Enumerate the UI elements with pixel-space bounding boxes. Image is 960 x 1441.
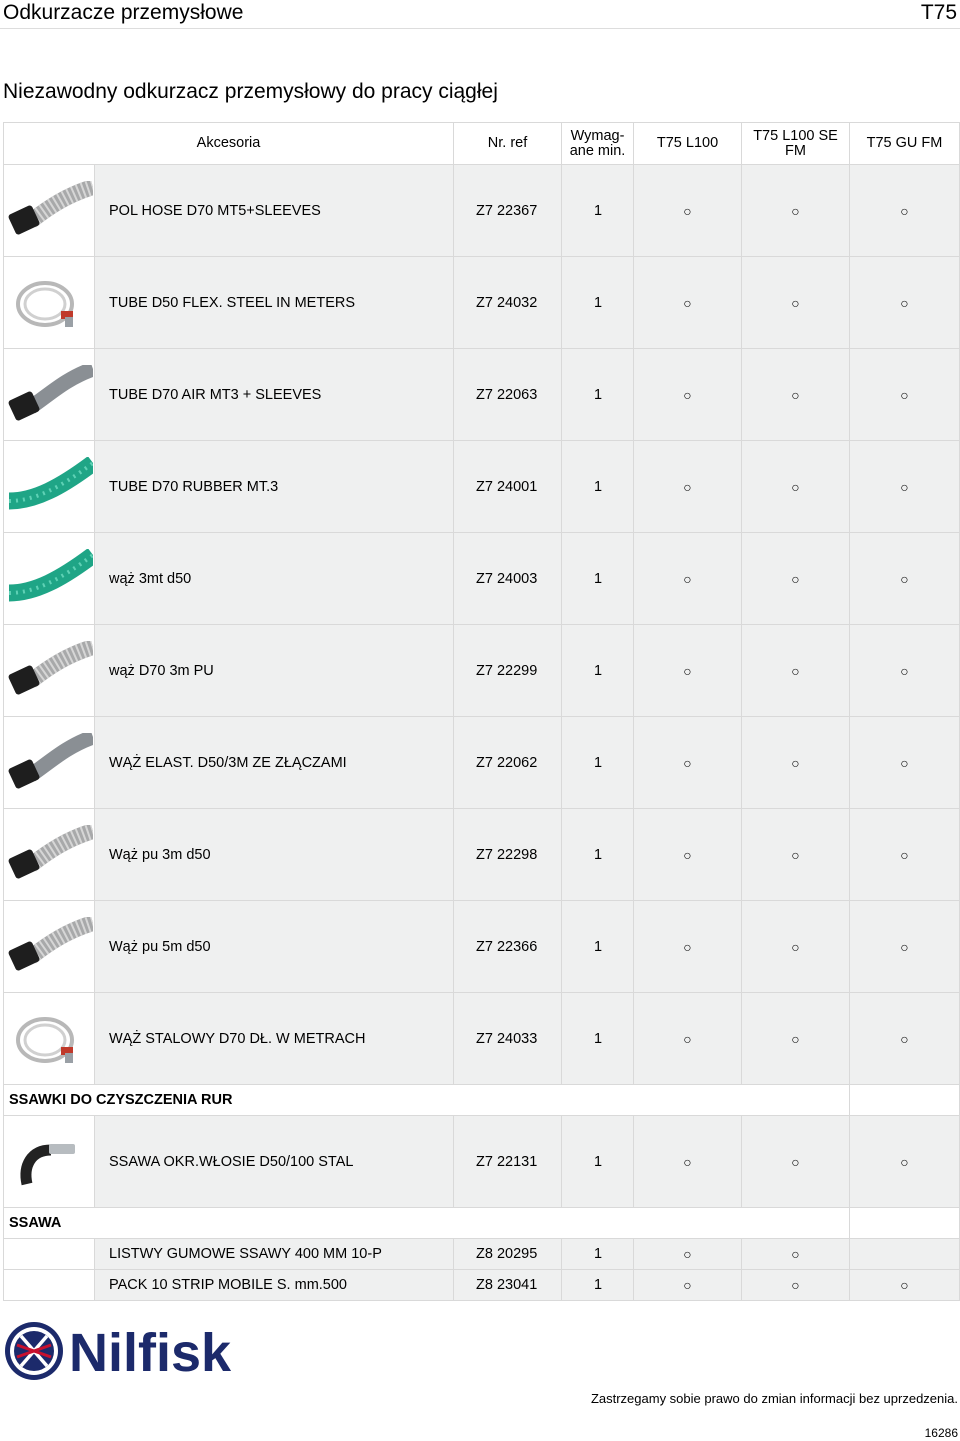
compat-mark: ○ bbox=[742, 993, 850, 1085]
model-name: T75 bbox=[920, 1, 957, 24]
compat-mark: ○ bbox=[850, 717, 960, 809]
product-ref: Z7 22062 bbox=[454, 717, 562, 809]
table-header-row bbox=[4, 123, 960, 165]
compat-mark: ○ bbox=[634, 165, 742, 257]
product-image bbox=[4, 809, 95, 901]
product-name: TUBE D70 AIR MT3 + SLEEVES bbox=[95, 349, 454, 441]
se-fm-line1: T75 L100 SE bbox=[753, 127, 838, 144]
steel-hose-icon bbox=[5, 1009, 93, 1069]
compat-mark: ○ bbox=[742, 533, 850, 625]
compat-mark: ○ bbox=[742, 809, 850, 901]
product-ref: Z7 22131 bbox=[454, 1116, 562, 1208]
section-header-row bbox=[4, 1208, 960, 1239]
product-image bbox=[4, 165, 95, 257]
compat-mark: ○ bbox=[634, 717, 742, 809]
grey-hose-icon bbox=[5, 365, 93, 425]
table-body bbox=[4, 165, 960, 1301]
product-name: LISTWY GUMOWE SSAWY 400 MM 10-P bbox=[95, 1239, 454, 1270]
compat-mark: ○ bbox=[634, 1239, 742, 1270]
compat-mark: ○ bbox=[634, 533, 742, 625]
product-name: wąż D70 3m PU bbox=[95, 625, 454, 717]
product-ref: Z7 24001 bbox=[454, 441, 562, 533]
compat-mark: ○ bbox=[634, 441, 742, 533]
col-header-t75-l100: T75 L100 bbox=[634, 123, 742, 165]
compat-mark: ○ bbox=[742, 1239, 850, 1270]
compat-mark: ○ bbox=[742, 165, 850, 257]
section-blank bbox=[850, 1208, 960, 1239]
compat-mark: ○ bbox=[850, 809, 960, 901]
product-min-qty: 1 bbox=[562, 1239, 634, 1270]
compat-mark: ○ bbox=[634, 901, 742, 993]
table-row bbox=[4, 1116, 960, 1208]
product-ref: Z7 22299 bbox=[454, 625, 562, 717]
product-ref: Z7 22366 bbox=[454, 901, 562, 993]
product-min-qty: 1 bbox=[562, 349, 634, 441]
table-row bbox=[4, 533, 960, 625]
compat-mark: ○ bbox=[850, 625, 960, 717]
section-title: SSAWA bbox=[4, 1208, 850, 1239]
product-ref: Z7 22063 bbox=[454, 349, 562, 441]
section-header-row bbox=[4, 1085, 960, 1116]
product-image bbox=[4, 533, 95, 625]
compat-mark: ○ bbox=[742, 1116, 850, 1208]
product-image bbox=[4, 349, 95, 441]
compat-mark: ○ bbox=[742, 717, 850, 809]
product-min-qty: 1 bbox=[562, 901, 634, 993]
compat-mark: ○ bbox=[850, 533, 960, 625]
product-min-qty: 1 bbox=[562, 625, 634, 717]
table-row bbox=[4, 1270, 960, 1301]
compat-mark: ○ bbox=[634, 809, 742, 901]
product-name: TUBE D70 RUBBER MT.3 bbox=[95, 441, 454, 533]
spiral-hose-icon bbox=[5, 181, 93, 241]
product-name: wąż 3mt d50 bbox=[95, 533, 454, 625]
product-ref: Z7 22367 bbox=[454, 165, 562, 257]
compat-mark: ○ bbox=[634, 257, 742, 349]
product-name: Wąż pu 3m d50 bbox=[95, 809, 454, 901]
disclaimer-text: Zastrzegamy sobie prawo do zmian informacji bez uprzedzenia. bbox=[590, 1391, 958, 1406]
product-name: Wąż pu 5m d50 bbox=[95, 901, 454, 993]
page-subtitle: Niezawodny odkurzacz przemysłowy do pracy ciągłej bbox=[3, 80, 498, 103]
table-row bbox=[4, 257, 960, 349]
product-ref: Z7 24003 bbox=[454, 533, 562, 625]
product-min-qty: 1 bbox=[562, 1270, 634, 1301]
product-image bbox=[4, 1116, 95, 1208]
document-category: Odkurzacze przemysłowe bbox=[3, 1, 244, 24]
product-name: SSAWA OKR.WŁOSIE D50/100 STAL bbox=[95, 1116, 454, 1208]
product-image bbox=[4, 717, 95, 809]
product-name: TUBE D50 FLEX. STEEL IN METERS bbox=[95, 257, 454, 349]
product-min-qty: 1 bbox=[562, 993, 634, 1085]
col-header-t75-l100-se-fm bbox=[742, 123, 850, 165]
compat-mark: ○ bbox=[742, 901, 850, 993]
product-min-qty: 1 bbox=[562, 257, 634, 349]
document-number: 16286 bbox=[924, 1426, 958, 1440]
nilfisk-logo bbox=[3, 1320, 313, 1382]
green-hose-icon bbox=[5, 549, 93, 609]
compat-mark: ○ bbox=[634, 625, 742, 717]
compat-mark: ○ bbox=[850, 1270, 960, 1301]
product-name: WĄŻ ELAST. D50/3M ZE ZŁĄCZAMI bbox=[95, 717, 454, 809]
logo-wordmark: Nilfisk bbox=[69, 1323, 232, 1382]
table-row bbox=[4, 625, 960, 717]
product-name: WĄŻ STALOWY D70 DŁ. W METRACH bbox=[95, 993, 454, 1085]
section-blank bbox=[850, 1085, 960, 1116]
section-title: SSAWKI DO CZYSZCZENIA RUR bbox=[4, 1085, 850, 1116]
product-image bbox=[4, 625, 95, 717]
product-image bbox=[4, 257, 95, 349]
steel-hose-icon bbox=[5, 273, 93, 333]
empty-image-cell bbox=[4, 1270, 95, 1301]
product-ref: Z7 24032 bbox=[454, 257, 562, 349]
grey-hose-icon bbox=[5, 733, 93, 793]
min-qty-line1: Wymag- bbox=[570, 127, 625, 144]
compat-mark: ○ bbox=[742, 349, 850, 441]
compat-mark: ○ bbox=[850, 1116, 960, 1208]
product-image bbox=[4, 901, 95, 993]
product-ref: Z8 23041 bbox=[454, 1270, 562, 1301]
product-ref: Z7 22298 bbox=[454, 809, 562, 901]
col-header-min-qty bbox=[562, 123, 634, 165]
min-qty-line2: ane min. bbox=[569, 142, 626, 159]
product-min-qty: 1 bbox=[562, 165, 634, 257]
compat-mark: ○ bbox=[742, 441, 850, 533]
empty-image-cell bbox=[4, 1239, 95, 1270]
product-name: PACK 10 STRIP MOBILE S. mm.500 bbox=[95, 1270, 454, 1301]
product-ref: Z8 20295 bbox=[454, 1239, 562, 1270]
table-row bbox=[4, 717, 960, 809]
compat-mark: ○ bbox=[742, 1270, 850, 1301]
col-header-t75-gu-fm: T75 GU FM bbox=[850, 123, 960, 165]
product-ref: Z7 24033 bbox=[454, 993, 562, 1085]
compat-mark: ○ bbox=[850, 349, 960, 441]
product-min-qty: 1 bbox=[562, 809, 634, 901]
product-image bbox=[4, 441, 95, 533]
header-divider bbox=[0, 28, 960, 29]
compat-mark: ○ bbox=[850, 441, 960, 533]
compat-mark bbox=[850, 1239, 960, 1270]
spiral-hose-icon bbox=[5, 917, 93, 977]
table-row bbox=[4, 165, 960, 257]
accessories-table bbox=[3, 122, 960, 1301]
table-row bbox=[4, 349, 960, 441]
table-row bbox=[4, 809, 960, 901]
col-header-ref: Nr. ref bbox=[454, 123, 562, 165]
compat-mark: ○ bbox=[850, 901, 960, 993]
spiral-hose-icon bbox=[5, 825, 93, 885]
nozzle-icon bbox=[5, 1132, 93, 1192]
compat-mark: ○ bbox=[850, 165, 960, 257]
compat-mark: ○ bbox=[634, 993, 742, 1085]
green-hose-icon bbox=[5, 457, 93, 517]
col-header-accessories: Akcesoria bbox=[4, 123, 454, 165]
table-row bbox=[4, 1239, 960, 1270]
table-row bbox=[4, 441, 960, 533]
compat-mark: ○ bbox=[850, 257, 960, 349]
spiral-hose-icon bbox=[5, 641, 93, 701]
compat-mark: ○ bbox=[850, 993, 960, 1085]
product-min-qty: 1 bbox=[562, 441, 634, 533]
product-min-qty: 1 bbox=[562, 533, 634, 625]
table-row bbox=[4, 993, 960, 1085]
product-min-qty: 1 bbox=[562, 1116, 634, 1208]
compat-mark: ○ bbox=[634, 1270, 742, 1301]
se-fm-line2: FM bbox=[785, 142, 806, 159]
compat-mark: ○ bbox=[634, 349, 742, 441]
product-image bbox=[4, 993, 95, 1085]
compat-mark: ○ bbox=[742, 257, 850, 349]
product-min-qty: 1 bbox=[562, 717, 634, 809]
table-row bbox=[4, 901, 960, 993]
product-name: POL HOSE D70 MT5+SLEEVES bbox=[95, 165, 454, 257]
compat-mark: ○ bbox=[742, 625, 850, 717]
compat-mark: ○ bbox=[634, 1116, 742, 1208]
